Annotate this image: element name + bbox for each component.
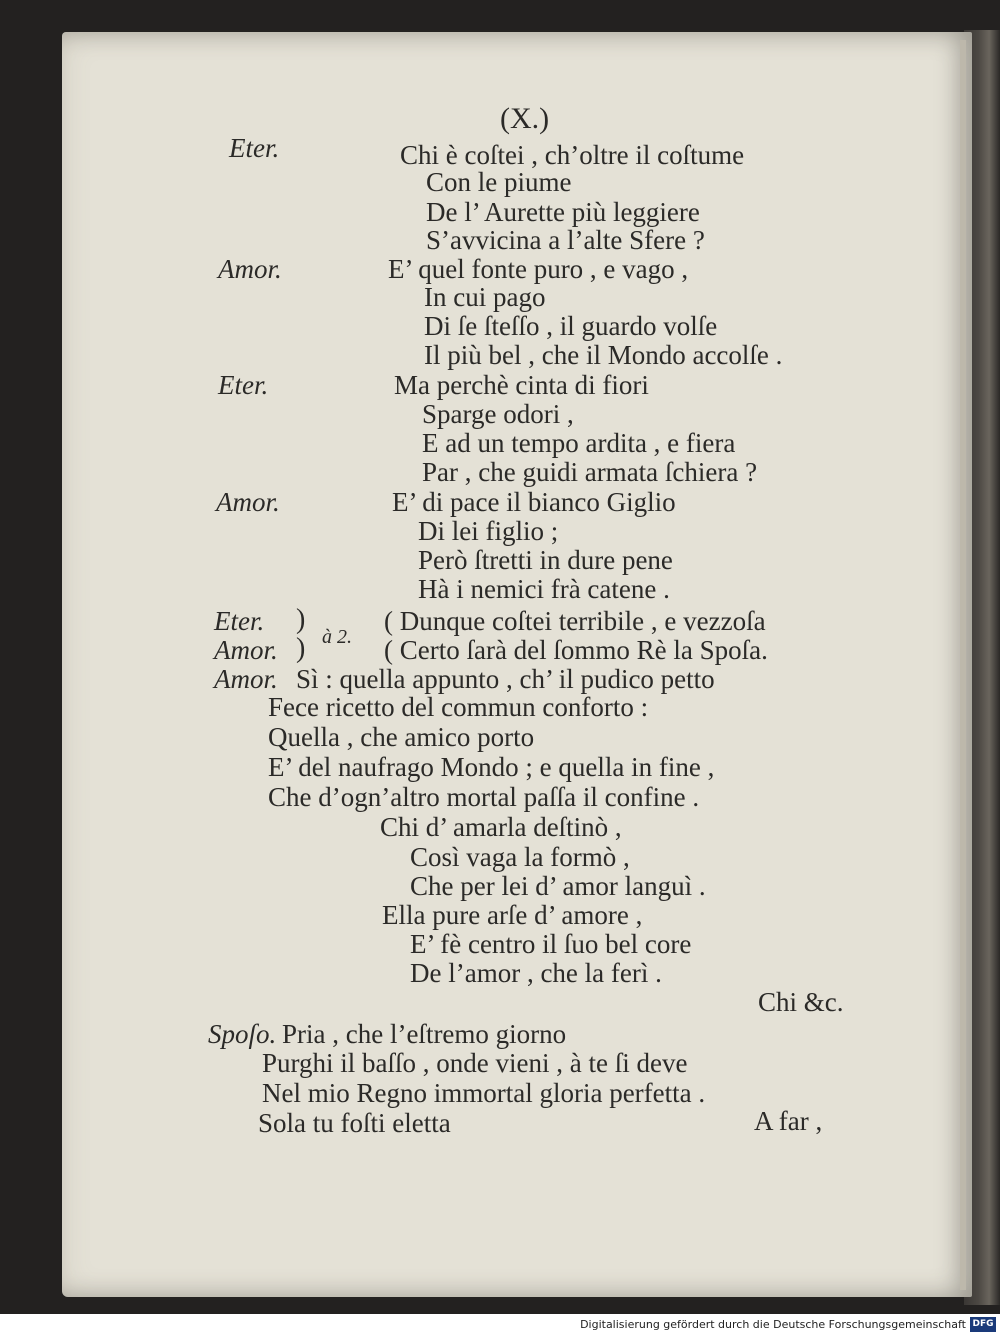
verse-line: In cui pago [424,282,546,312]
verse-line: De l’ Aurette più leggiere [426,197,700,227]
verse-line: Il più bel , che il Mondo accolſe . [424,340,783,370]
speaker-label: Eter. [229,133,280,163]
verse-line: E’ di pace il bianco Giglio [392,487,676,517]
verse-line: S’avvicina a l’alte Sfere ? [426,225,705,255]
verse-line: Chi d’ amarla deſtinò , [380,812,622,842]
verse-line: Ella pure arſe d’ amore , [382,900,643,930]
footer-bar [0,1314,1000,1336]
da-capo-mark: Chi &c. [758,987,844,1017]
verse-line: Ma perchè cinta di fiori [394,370,649,400]
verse-line: Che per lei d’ amor languì . [410,871,706,901]
speaker-label: Amor. [218,254,282,284]
page-edge [960,40,966,1290]
digitization-credit: Digitalisierung gefördert durch die Deutsche Forschungsgemeinschaft [580,1318,966,1331]
verse-line: Fece ricetto del commun conforto : [268,692,649,722]
verse-line: Di ſe ſteſſo , il guardo volſe [424,311,718,341]
verse-line: Così vaga la formò , [410,842,630,872]
verse-line: Par , che guidi armata ſchiera ? [422,457,758,487]
verse-line: Chi è coſtei , ch’oltre il coſtume [400,140,745,170]
verse-line: ( Certo ſarà del ſommo Rè la Spoſa. [384,635,768,665]
duet-marker: à 2. [322,626,352,648]
verse-line: E’ del naufrago Mondo ; e quella in fine , [268,752,715,782]
speaker-label: Amor. [214,664,278,694]
dfg-logo: DFG [970,1317,996,1332]
verse-line: Pria , che l’eſtremo giorno [282,1019,567,1049]
verse-line: Hà i nemici frà catene . [418,574,670,604]
duet-brace: ) [296,604,306,635]
speaker-label: Spoſo. [208,1019,277,1049]
verse-line: Però ſtretti in dure pene [418,545,673,575]
verse-line: E’ quel fonte puro , e vago , [388,254,689,284]
verse-line: ( Dunque coſtei terribile , e vezzoſa [384,606,766,636]
duet-brace: ) [296,633,306,664]
verse-line: Sì : quella appunto , ch’ il pudico petto [296,664,715,694]
speaker-label: Amor. [216,487,280,517]
verse-line: Con le piume [426,167,572,197]
speaker-label: Amor. [214,635,278,665]
verse-line: Quella , che amico porto [268,722,535,752]
verse-line: Sparge odori , [422,399,574,429]
verse-line: Purghi il baſſo , onde vieni , à te ſi deve [262,1048,688,1078]
speaker-label: Eter. [214,606,265,636]
verse-line: De l’amor , che la ferì . [410,958,662,988]
speaker-label: Eter. [218,370,269,400]
verse-line: E ad un tempo ardita , e fiera [422,428,736,458]
page-header: (X.) [500,102,550,135]
verse-line: Sola tu foſti eletta [258,1108,451,1138]
verse-line: Di lei figlio ; [418,516,559,546]
verse-line: Nel mio Regno immortal gloria perfetta . [262,1078,706,1108]
catchword: A far , [754,1106,823,1136]
verse-line: E’ fè centro il ſuo bel core [410,929,692,959]
verse-line: Che d’ogn’altro mortal paſſa il confine . [268,782,700,812]
